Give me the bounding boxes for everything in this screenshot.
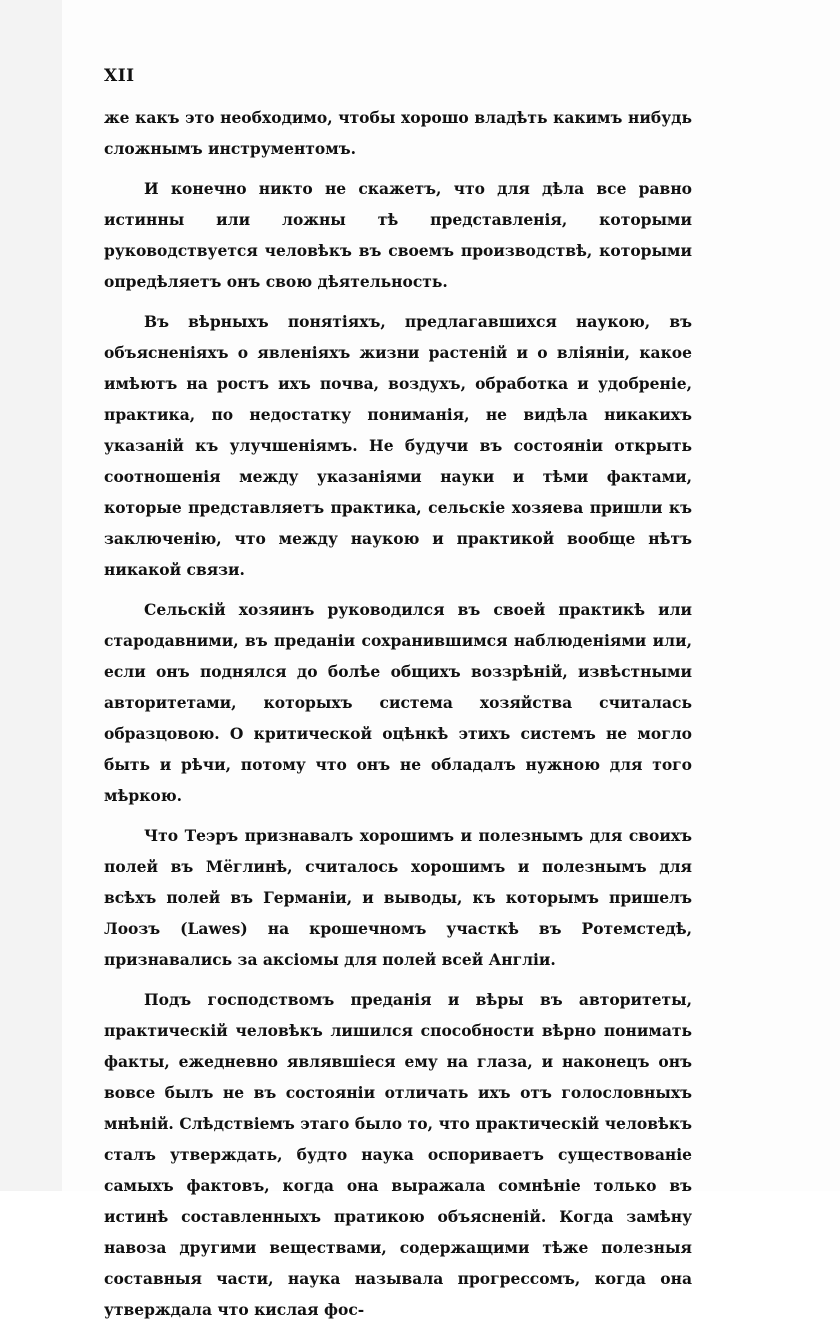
paragraph: И конечно никто не скажетъ, что для дѣла все равно истинны или ложны тѣ представленія, которыми руководствуется человѣкъ въ своемъ производствѣ, которыми опредѣляетъ онъ свою дѣятельность. — [104, 179, 692, 291]
page-number: XII — [104, 66, 135, 86]
paragraph: Сельскій хозяинъ руководился въ своей практикѣ или стародавними, въ преданіи сохранившимся наблюденіями или, если онъ поднялся до болѣе общихъ воззрѣній, извѣстными авторитетами, которыхъ система хозяйства считалась образцовою. О критической оцѣнкѣ этихъ системъ не могло быть и рѣчи, потому что онъ не обладалъ нужною для того мѣркою. — [104, 600, 692, 805]
paragraph: Что Теэръ признавалъ хорошимъ и полезнымъ для своихъ полей въ Мёглинѣ, считалось хорошимъ и полезнымъ для всѣхъ полей въ Германіи, и выводы, къ которымъ пришелъ Лоозъ (Lawes) на крошечномъ участкѣ въ Ротемстедѣ, признавались за аксіомы для полей всей Англіи. — [104, 826, 692, 969]
paragraph: Въ вѣрныхъ понятіяхъ, предлагавшихся наукою, въ объясненіяхъ о явленіяхъ жизни растеній и о вліяніи, какое имѣютъ на ростъ ихъ почва, воздухъ, обработка и удобреніе, практика, по недостатку пониманія, не видѣла никакихъ указаній къ улучшеніямъ. Не будучи въ состояніи открыть соотношенія между указаніями науки и тѣми фактами, которые представляетъ практика, сельскіе хозяева пришли къ заключенію, что между наукою и практикой вообще нѣтъ никакой связи. — [104, 312, 692, 579]
paragraph: же какъ это необходимо, чтобы хорошо владѣть какимъ нибудь сложнымъ инструментомъ. — [104, 108, 692, 158]
body-text — [104, 102, 692, 1334]
paragraph: Подъ господствомъ преданія и вѣры въ авторитеты, практическій человѣкъ лишился способности вѣрно понимать факты, ежедневно являвшіеся ему на глаза, и наконецъ онъ вовсе былъ не въ состояніи отличать ихъ отъ голословныхъ мнѣній. Слѣдствіемъ этаго было то, что практическій человѣкъ сталъ утверждать, будто наука оспориваетъ существованіе самыхъ фактовъ, когда она выражала сомнѣніе только въ истинѣ составленныхъ пратикою объясненій. Когда замѣну навоза другими веществами, содержащими тѣже полезныя составныя части, наука называла прогрессомъ, когда она утверждала что кислая фос- — [104, 990, 692, 1319]
page-gutter-shadow — [0, 0, 62, 1191]
